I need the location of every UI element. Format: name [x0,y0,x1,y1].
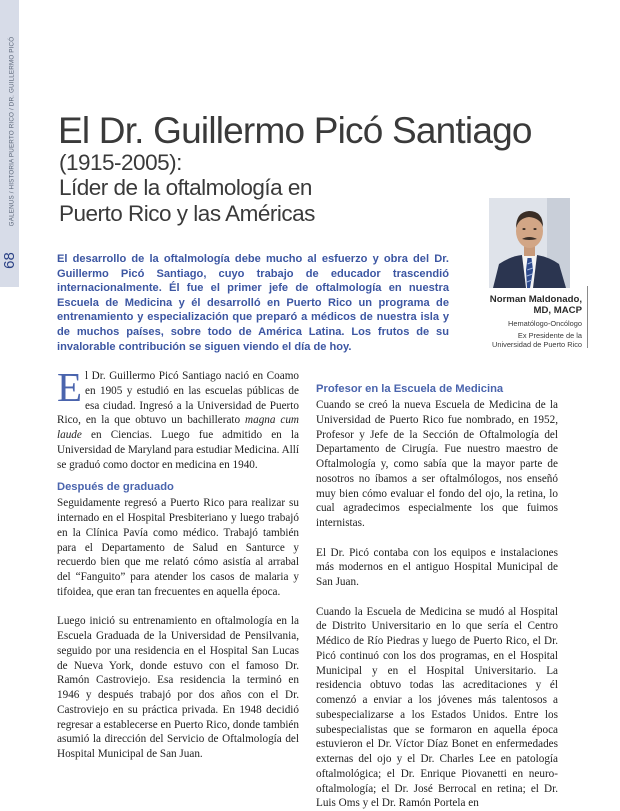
intro-text-a: l Dr. Guillermo Picó Santiago nació en Coamo en 1905 y estudió en las escuelas públicas de esa ciudad. Ingresó a la Universidad de Puerto Rico, en la que obtuvo un bachillerato [57,370,299,426]
author-specialty: Hematólogo-Oncólogo [508,319,582,328]
intro-paragraph [57,369,299,472]
intro-text-b: en Ciencias. Luego fue admitido en la Universidad de Maryland para estudiar Medicina. Allí se graduó como doctor en medicina en 1940. [57,429,299,471]
section-heading-professor: Profesor en la Escuela de Medicina [316,382,558,397]
body-paragraph: Cuando la Escuela de Medicina se mudó al Hospital de Distrito Universitario en lo que sería el Centro Médico de Río Piedras y luego de Puerto Rico, el Dr. Picó continuó con los dos programas, en el Hospital Municipal y en el Hospital Universitario. La residencia obtuvo todas las acreditaciones y él comenzó a enviar a los jóvenes más talentosos a subespecializarse a los Estados Unidos. Entre los subespecialistas que se formaron en aquella época estuvieron el Dr. Víctor Díaz Bonet en enfermedades externas del ojo y el Dr. Charles Lee en patología oftalmológica; el Dr. Enrique Piovanetti en neuro-oftalmología; el Dr. José Berrocal en retina; el Dr. Luis Oms y el Dr. Ramón Portela en [316,605,558,811]
body-paragraph: Cuando se creó la nueva Escuela de Medicina de la Universidad de Puerto Rico fue nombrado, en 1952, Profesor y Jefe de la Sección de Oftalmología del Departamento de Cirugía. Fue nuestro maestro de Oftalmología y, como sabía que la mayor parte de nosotros no íbamos a ser oftalmólogos, nos enseñó muy bien cómo evaluar el fondo del ojo, la retina, lo cual agradecimos especialmente los que fuimos internistas. [316,398,558,531]
drop-cap: E [57,370,82,404]
author-portrait-icon [489,198,570,288]
left-column [57,369,299,762]
section-heading-after-graduation: Después de graduado [57,480,299,495]
body-paragraph: El Dr. Picó contaba con los equipos e instalaciones más modernos en el antiguo Hospital Municipal de San Juan. [316,546,558,590]
body-paragraph: Luego inició su entrenamiento en oftalmología en la Escuela Graduada de la Universidad de Pensilvania, seguido por una residencia en el Hospital San Lucas de Nueva York, donde estuvo con el famoso Dr. Ramón Castroviejo. Esa residencia la terminó en 1946 y después trabajó por dos años con el Dr. Castroviejo en su práctica privada. En 1948 decidió regresar a establecerse en Puerto Rico, donde también asumió la dirección del Servicio de Oftalmología del Hospital Municipal de San Juan. [57,614,299,762]
author-name: Norman Maldonado, [490,294,582,305]
article-title: El Dr. Guillermo Picó Santiago [58,110,598,152]
article-title-line3: Puerto Rico y las Américas [59,201,315,227]
side-margin [0,0,19,803]
page-number: 68 [1,251,18,270]
right-column [316,382,558,811]
author-divider [587,286,588,348]
article-title-years: (1915-2005): [59,150,182,176]
article-title-line2: Líder de la oftalmología en [59,175,312,201]
author-photo [489,198,570,288]
body-paragraph: Seguidamente regresó a Puerto Rico para realizar su internado en el Hospital Presbiteriano y luego trabajó en la Clínica Pavía como médico. Trabajó también para el Departamento de Salud en Santurce y recuerdo bien que me relató cómo asistía al arrabal del “Fanguito” para atender los casos de malaria y tifoidea, que eran tan frecuentes en aquella época. [57,496,299,599]
author-credentials: MD, MACP [534,305,583,316]
author-position-line1: Ex Presidente de la [518,331,582,340]
intro-text-italic: magna cum laude [57,414,299,441]
lead-paragraph: El desarrollo de la oftalmología debe mucho al esfuerzo y obra del Dr. Guillermo Picó Santiago, cuyo trabajo de educador trascendió internacionalmente. Él fue el primer jefe de oftalmología en nuestra Escuela de Medicina y él desarrolló en Puerto Rico un programa de entrenamiento y especialización que preparó a médicos de nuestra isla y de muchos países, sobre todo de América Latina. Los frutos de su invalorable contribución se siguen viendo el día de hoy. [57,252,449,354]
running-head: GALENUS / HISTORIA PUERTO RICO / DR. GUILLERMO PICÓ [9,7,16,257]
author-position-line2: Universidad de Puerto Rico [492,340,582,349]
